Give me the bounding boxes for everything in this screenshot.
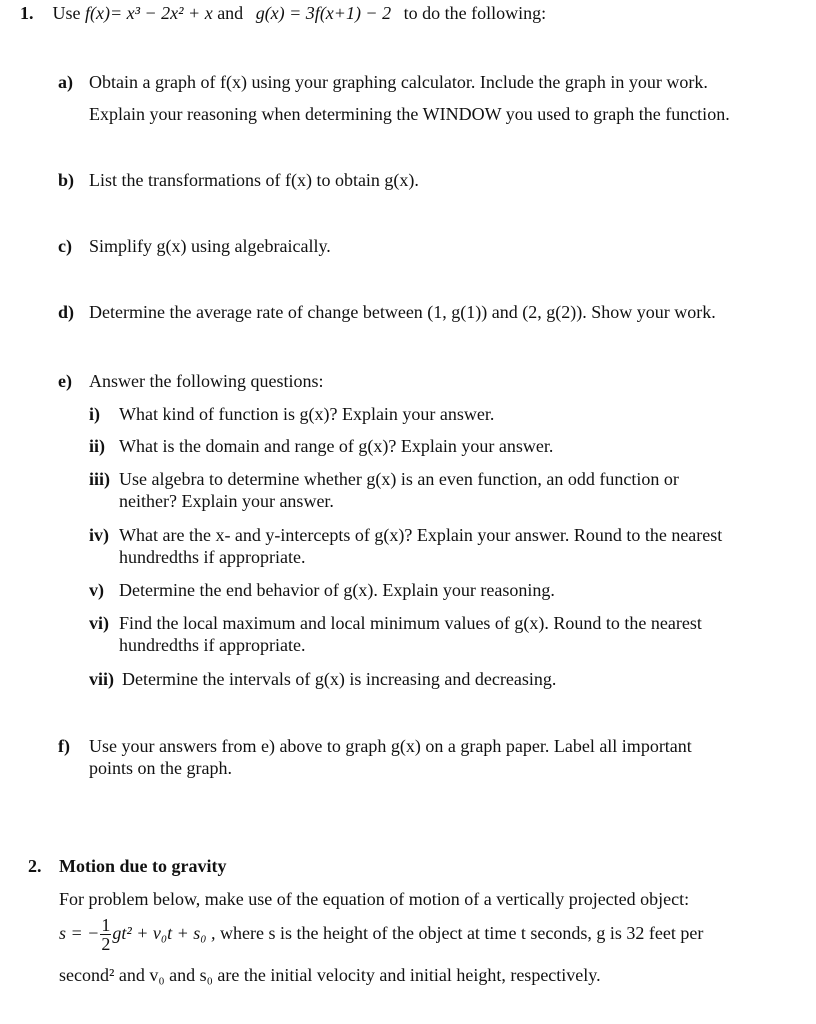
and-word: and xyxy=(217,3,244,23)
problem-1-intro-suffix: to do the following: xyxy=(403,3,547,23)
equation-fraction xyxy=(100,916,111,953)
f-equation: = x³ − 2x² + x xyxy=(109,3,213,23)
e-item-text-cont: neither? Explain your answer. xyxy=(119,491,334,511)
part-f-label: f) xyxy=(58,736,70,756)
part-e-label: e) xyxy=(58,371,72,391)
problem-2-line-1: For problem below, make use of the equation of motion of a vertically projected object: xyxy=(59,889,690,909)
part-f-line-2: points on the graph. xyxy=(89,758,232,778)
problem-1-header xyxy=(20,2,546,24)
problem-2-line-3: second² and v₀ and s₀ are the initial velocity and initial height, respectively. xyxy=(59,965,601,985)
problem-1-number: 1. xyxy=(20,3,34,23)
fraction-denominator: 2 xyxy=(101,934,111,955)
e-item-label: vi) xyxy=(89,613,109,633)
part-b-label: b) xyxy=(58,170,75,190)
problem-1-intro-prefix: Use xyxy=(52,3,81,23)
part-e-text: Answer the following questions: xyxy=(89,371,324,391)
e-item-text: Use algebra to determine whether g(x) is an even function, an odd function or xyxy=(119,469,679,489)
part-a-line-1: Obtain a graph of f(x) using your graphing calculator. Include the graph in your work. xyxy=(89,72,708,92)
e-item-text-cont: hundredths if appropriate. xyxy=(119,547,306,567)
part-c-text: Simplify g(x) using algebraically. xyxy=(89,236,331,256)
e-item-text: Determine the end behavior of g(x). Explain your reasoning. xyxy=(119,580,555,600)
problem-2-line-2-rest: where s is the height of the object at time t seconds, g is 32 feet per xyxy=(220,923,704,943)
e-item-label: vii) xyxy=(89,669,114,689)
e-item-label: iii) xyxy=(89,469,110,489)
e-item-text: Find the local maximum and local minimum values of g(x). Round to the nearest xyxy=(119,613,702,633)
fraction-numerator: 1 xyxy=(101,915,111,936)
e-item-text: Determine the intervals of g(x) is increasing and decreasing. xyxy=(122,669,557,689)
part-d-label: d) xyxy=(58,302,75,322)
problem-2-number: 2. xyxy=(28,856,42,876)
equation-rhs: gt² + v₀t + s₀ , xyxy=(112,923,216,943)
e-item-label: iv) xyxy=(89,525,109,545)
motion-equation-line xyxy=(59,915,703,953)
e-item-text: What is the domain and range of g(x)? Explain your answer. xyxy=(119,436,554,456)
g-definition: g(x) = 3f(x+1) − 2 xyxy=(255,3,392,23)
part-c-label: c) xyxy=(58,236,72,256)
e-item-label: i) xyxy=(89,404,100,424)
e-item-text-cont: hundredths if appropriate. xyxy=(119,635,306,655)
e-item-text: What kind of function is g(x)? Explain your answer. xyxy=(119,404,495,424)
part-a-label: a) xyxy=(58,72,73,92)
e-item-text: What are the x- and y-intercepts of g(x)? Explain your answer. Round to the nearest xyxy=(119,525,723,545)
part-b-text: List the transformations of f(x) to obtain g(x). xyxy=(89,170,419,190)
part-a-line-2: Explain your reasoning when determining the WINDOW you used to graph the function. xyxy=(89,104,730,124)
e-item-label: ii) xyxy=(89,436,105,456)
part-d-text: Determine the average rate of change between (1, g(1)) and (2, g(2)). Show your work. xyxy=(89,302,716,322)
part-f-line-1: Use your answers from e) above to graph g(x) on a graph paper. Label all important xyxy=(89,736,692,756)
f-definition: f(x) xyxy=(85,3,110,23)
equation-lhs: s = − xyxy=(59,923,100,943)
e-item-label: v) xyxy=(89,580,104,600)
problem-2-title: Motion due to gravity xyxy=(59,856,227,876)
